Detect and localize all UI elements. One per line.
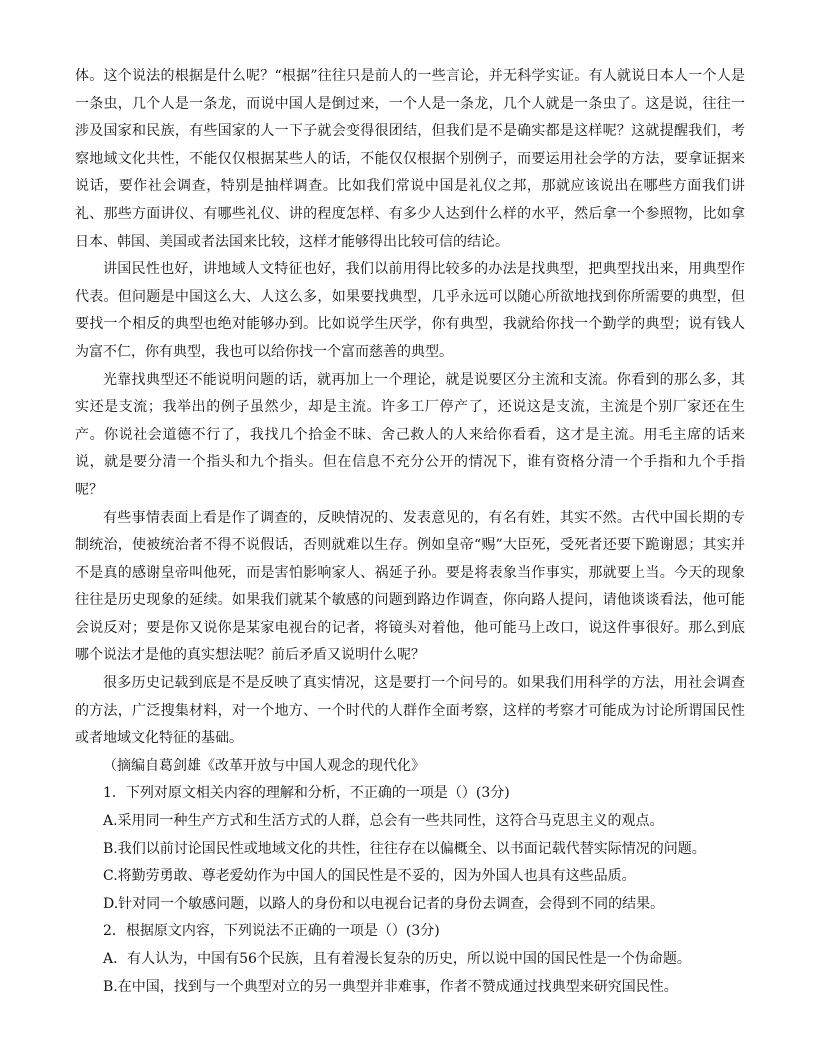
article-source: （摘编自葛剑雄《改革开放与中国人观念的现代化》 — [103, 757, 425, 774]
question-option-b: B.我们以前讨论国民性或地域文化的共性，往往存在以偏概全、以书面记载代替实际情况的问题。 — [103, 840, 706, 857]
question-stem: 1．下列对原文相关内容的理解和分析，不正确的一项是（）(3分) — [103, 785, 510, 802]
question-option-d: D.针对同一个敏感问题，以路人的身份和以电视台记者的身份去调查，会得到不同的结果。 — [103, 895, 665, 912]
document-page — [75, 63, 745, 1001]
article-paragraph-3: 光靠找典型还不能说明问题的话，就再加上一个理论，就是说要区分主流和支流。你看到的那么多，其实还是支流；我举出的例子虽然少，却是主流。许多工厂停产了，还说这是支流，主流是个别厂家还在生产。你说社会道德不行了，我找几个拾金不昧、舍己救人的人来给你看看，这才是主流。用毛主席的话来说，就是要分清一个指头和九个指头。但在信息不充分公开的情况下，谁有资格分清一个手指和九个手指呢？ — [75, 371, 745, 498]
question-option-c: C.将勤劳勇敢、尊老爱幼作为中国人的国民性是不妥的，因为外国人也具有这些品质。 — [103, 868, 636, 885]
question-stem: 2．根据原文内容，下列说法不正确的一项是（）(3分) — [103, 923, 440, 940]
article-paragraph-5: 很多历史记载到底是不是反映了真实情况，这是要打一个问号的。如果我们用科学的方法，用社会调查的方法，广泛搜集材料，对一个地方、一个时代的人群作全面考察，这样的考察才可能成为讨论所谓国民性或者地域文化特征的基础。 — [75, 675, 745, 747]
article-paragraph-1: 体。这个说法的根据是什么呢？“根据”往往只是前人的一些言论，并无科学实证。有人就说日本人一个人是一条虫，几个人是一条龙，而说中国人是倒过来，一个人是一条龙，几个人就是一条虫了。这是说，往往一涉及国家和民族，有些国家的人一下子就会变得很团结，但我们是不是确实都是这样呢？这就提醒我们，考察地域文化共性，不能仅仅根据某些人的话，不能仅仅根据个别例子，而要运用社会学的方法，要拿证据来说话，要作社会调查，特别是抽样调查。比如我们常说中国是礼仪之邦，那就应该说出在哪些方面我们讲礼、那些方面讲仪、有哪些礼仪、讲的程度怎样、有多少人达到什么样的水平，然后拿一个参照物，比如拿日本、韩国、美国或者法国来比较，这样才能够得出比较可信的结论。 — [75, 68, 745, 250]
question-2 — [75, 918, 745, 1001]
article-paragraph-2: 讲国民性也好，讲地域人文特征也好，我们以前用得比较多的办法是找典型，把典型找出来，用典型作代表。但问题是中国这么大、人这么多，如果要找典型，几乎永远可以随心所欲地找到你所需要的典型，但要找一个相反的典型也绝对能够办到。比如说学生厌学，你有典型，我就给你找一个勤学的典型；说有钱人为富不仁，你有典型，我也可以给你找一个富而慈善的典型。 — [75, 261, 745, 360]
question-1 — [75, 780, 745, 918]
question-option-a: A.采用同一种生产方式和生活方式的人群，总会有一些共同性，这符合马克思主义的观点。 — [103, 813, 664, 830]
question-option-b: B.在中国，找到与一个典型对立的另一典型并非难事，作者不赞成通过找典型来研究国民性。 — [103, 978, 678, 995]
article-paragraph-4: 有些事情表面上看是作了调查的，反映情况的、发表意见的，有名有姓，其实不然。古代中国长期的专制统治，使被统治者不得不说假话，否则就难以生存。例如皇帝“赐”大臣死，受死者还要下跪谢恩；其实并不是真的感谢皇帝叫他死，而是害怕影响家人、祸延子孙。要是将表象当作事实，那就要上当。今天的现象往往是历史现象的延续。如果我们就某个敏感的问题到路边作调查，你向路人提问，请他谈谈看法，他可能会说反对；要是你又说你是某家电视台的记者，将镜头对着他，他可能马上改口，说这件事很好。那么到底哪个说法才是他的真实想法呢？前后矛盾又说明什么呢？ — [75, 509, 745, 664]
question-option-a: A．有人认为，中国有56个民族，且有着漫长复杂的历史，所以说中国的国民性是一个伪命题。 — [103, 951, 691, 967]
